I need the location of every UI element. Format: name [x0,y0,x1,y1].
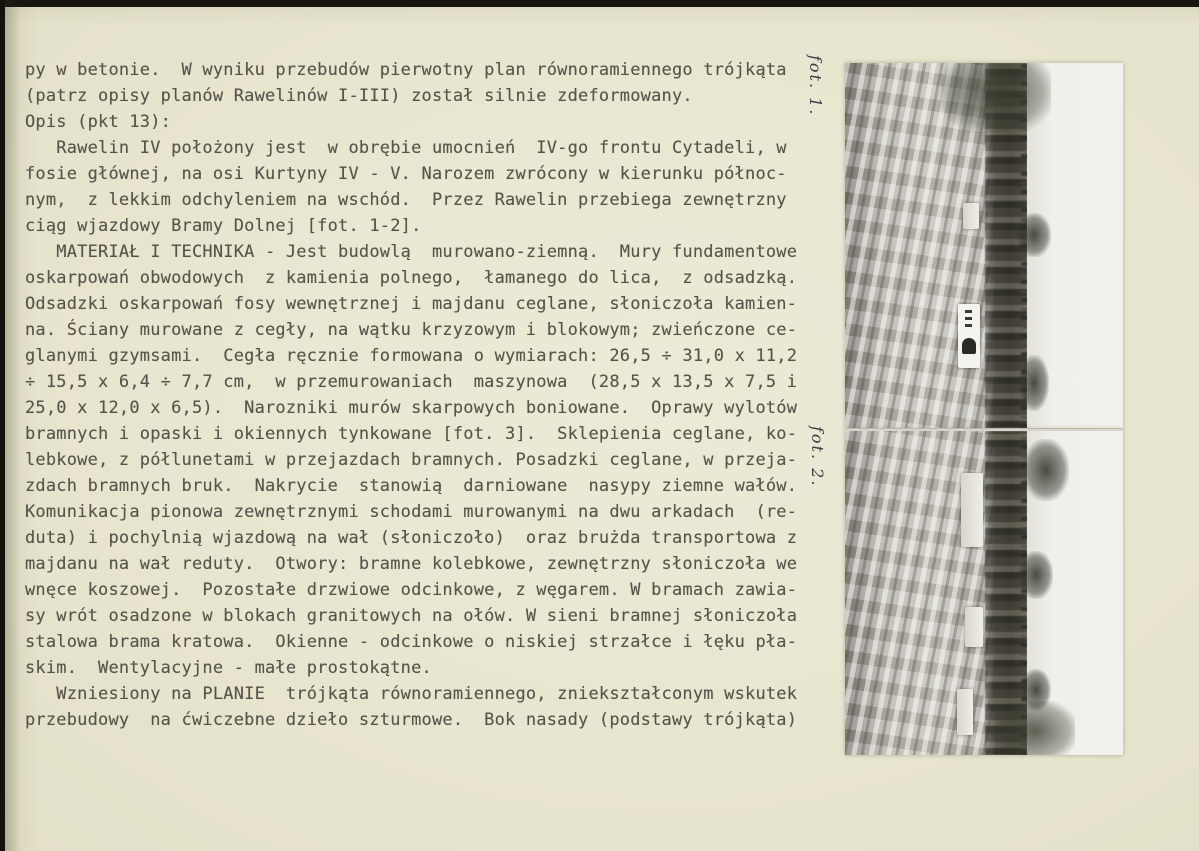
typewritten-text [25,57,800,733]
wall-segment [961,473,983,547]
photo-tree-mass [995,701,1075,755]
text-line: ciąg wjazdowy Bramy Dolnej [fot. 1-2]. [25,216,422,236]
text-line: Rawelin IV położony jest w obrębie umocnień IV-go frontu Cytadeli, w [25,138,787,158]
text-line: py w betonie. W wyniku przebudów pierwotny plan równoramiennego trójkąta [25,60,787,80]
text-line: 25,0 x 12,0 x 6,5). Narozniki murów skarpowych boniowane. Oprawy wylotów [25,398,798,418]
window-slit [965,317,972,320]
text-line: bramnych i opaski i okiennych tynkowane [fot. 3]. Sklepienia ceglane, ko- [25,424,798,444]
text-line: stalowa brama kratowa. Okienne - odcinkowe o niskiej strzałce i łęku pła- [25,632,798,652]
text-line: nym, z lekkim odchyleniem na wschód. Przez Rawelin przebiega zewnętrzny [25,190,787,210]
text-line: glanymi gzymsami. Cegła ręcznie formowana o wymiarach: 26,5 ÷ 31,0 x 11,2 [25,346,798,366]
text-line: (patrz opisy planów Rawelinów I-III) został silnie zdeformowany. [25,86,693,106]
page-fold-shadow [5,0,21,851]
text-line: Wzniesiony na PLANIE trójkąta równoramiennego, zniekształconym wskutek [25,684,798,704]
window-slit [965,310,972,313]
gate-building [958,304,980,368]
scan-edge-top [0,0,1199,7]
photo-fot-1 [845,63,1123,428]
tree-blob [1019,355,1049,411]
tree-blob [1023,439,1069,501]
wall-segment [957,689,973,735]
text-line: majdanu na wał reduty. Otwory: bramne kolebkowe, zewnętrzny słoniczoła we [25,554,798,574]
text-line: oskarpowań obwodowych z kamienia polnego, łamanego do lica, z odsadzką. [25,268,798,288]
text-line: zdach bramnych bruk. Nakrycie stanowią darniowane nasypy ziemne wałów. [25,476,798,496]
text-line: przebudowy na ćwiczebne dzieło szturmowe. Bok nasady (podstawy trójkąta) [25,710,798,730]
text-line: ÷ 15,5 x 6,4 ÷ 7,7 cm, w przemurowaniach maszynowa (28,5 x 13,5 x 7,5 i [25,372,798,392]
wall-segment [965,607,983,647]
tree-blob [1019,551,1053,599]
photo-fot-2 [845,429,1123,755]
wall-segment [963,203,979,229]
caption-fot-2: fot. 2. [808,426,827,488]
text-line: Odsadzki oskarpowań fosy wewnętrznej i majdanu ceglane, słoniczoła kamien- [25,294,798,314]
text-line: MATERIAŁ I TECHNIKA - Jest budowlą murowano-ziemną. Mury fundamentowe [25,242,798,262]
text-line: wnęce koszowej. Pozostałe drzwiowe odcinkowe, z węgarem. W bramach zawia- [25,580,798,600]
window-slit [965,324,972,327]
text-line: skim. Wentylacyjne - małe prostokątne. [25,658,432,678]
text-line: Opis (pkt 13): [25,112,172,132]
photo-tree-mass [941,63,1051,133]
text-line: fosie głównej, na osi Kurtyny IV - V. Narozem zwrócony w kierunku północ- [25,164,787,184]
text-line: duta) i pochylnią wjazdową na wał (słoniczoło) oraz brużda transportowa z [25,528,798,548]
text-line: lebkowe, z półlunetami w przejazdach bramnych. Posadzki ceglane, w przeja- [25,450,798,470]
caption-fot-1: fot. 1. [806,55,825,117]
arch-opening [962,338,976,354]
text-line: na. Ściany murowane z cegły, na wątku krzyzowym i blokowym; zwieńczone ce- [25,320,798,340]
text-line: sy wrót osadzone w blokach granitowych na ołów. W sieni bramnej słoniczoła [25,606,798,626]
tree-blob [1017,213,1051,257]
text-line: Komunikacja pionowa zewnętrznymi schodami murowanymi na dwu arkadach (re- [25,502,798,522]
